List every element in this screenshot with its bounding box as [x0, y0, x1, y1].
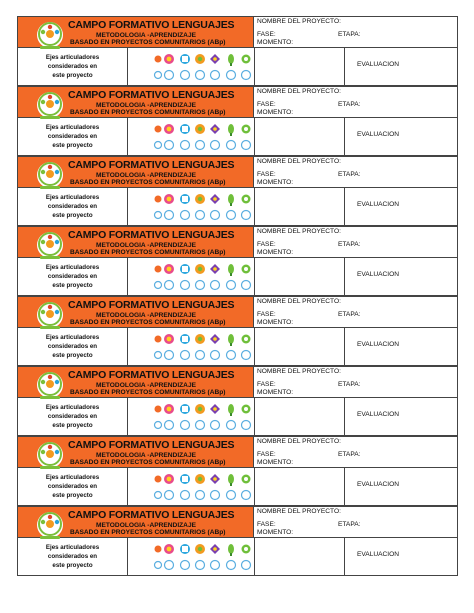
artes-icon	[155, 126, 162, 149]
inclusion-icon	[164, 124, 174, 150]
evaluacion-blank-cell	[255, 118, 345, 155]
evaluacion-blank-cell	[255, 538, 345, 575]
ejes-articuladores-label	[18, 118, 128, 155]
card-body	[17, 118, 458, 156]
planning-card	[17, 296, 458, 366]
ejes-line-2: considerados en	[47, 133, 98, 140]
igualdad-genero-icon	[210, 474, 220, 500]
ejes-line-1: Ejes articuladores	[45, 404, 100, 411]
etapa-label: ETAPA:	[338, 31, 361, 38]
etapa-label: ETAPA:	[338, 381, 361, 388]
planning-card	[17, 16, 458, 86]
momento-label: MOMENTO:	[257, 249, 294, 256]
abp-subtitle: BASADO EN PROYECTOS COMUNITARIOS (ABp)	[70, 249, 226, 256]
lectura-escritura-icon	[242, 335, 251, 360]
vida-saludable-icon	[227, 334, 236, 360]
evaluacion-blank-cell	[255, 48, 345, 85]
nombre-proyecto-label: NOMBRE DEL PROYECTO:	[257, 158, 341, 165]
ejes-icons	[128, 468, 255, 505]
momento-label: MOMENTO:	[257, 319, 294, 326]
vida-saludable-icon	[227, 474, 236, 500]
fase-label: FASE:	[257, 31, 276, 38]
nombre-proyecto-label: NOMBRE DEL PROYECTO:	[257, 228, 341, 235]
momento-label: MOMENTO:	[257, 179, 294, 186]
pensamiento-critico-icon	[180, 544, 190, 570]
ejes-line-1: Ejes articuladores	[45, 264, 100, 271]
card-body	[17, 538, 458, 576]
lectura-escritura-icon	[242, 405, 251, 430]
project-info	[254, 16, 458, 48]
project-info	[254, 296, 458, 328]
etapa-label: ETAPA:	[338, 171, 361, 178]
ejes-line-1: Ejes articuladores	[45, 194, 100, 201]
igualdad-genero-icon	[210, 544, 220, 570]
ejes-line-3: este proyecto	[52, 562, 93, 569]
pensamiento-critico-icon	[180, 334, 190, 360]
fase-label: FASE:	[257, 521, 276, 528]
card-body	[17, 258, 458, 296]
etapa-label: ETAPA:	[338, 241, 361, 248]
igualdad-genero-icon	[210, 334, 220, 360]
momento-label: MOMENTO:	[257, 389, 294, 396]
igualdad-genero-icon	[210, 54, 220, 80]
ejes-articuladores-label	[18, 538, 128, 575]
lectura-escritura-icon	[242, 475, 251, 500]
lectura-escritura-icon	[242, 125, 251, 150]
ejes-line-1: Ejes articuladores	[45, 54, 100, 61]
vida-saludable-icon	[227, 54, 236, 80]
abp-subtitle: BASADO EN PROYECTOS COMUNITARIOS (ABp)	[70, 529, 226, 536]
metodologia-subtitle: METODOLOGIA -APRENDIZAJE	[96, 452, 197, 459]
etapa-label: ETAPA:	[338, 451, 361, 458]
ejes-line-3: este proyecto	[52, 422, 93, 429]
inclusion-icon	[164, 404, 174, 430]
card-header	[17, 506, 254, 538]
card-header	[17, 436, 254, 468]
nombre-proyecto-label: NOMBRE DEL PROYECTO:	[257, 438, 341, 445]
fase-label: FASE:	[257, 311, 276, 318]
pensamiento-critico-icon	[180, 264, 190, 290]
ejes-line-3: este proyecto	[52, 142, 93, 149]
nombre-proyecto-label: NOMBRE DEL PROYECTO:	[257, 368, 341, 375]
card-body	[17, 468, 458, 506]
inclusion-icon	[164, 544, 174, 570]
vida-saludable-icon	[227, 544, 236, 570]
ejes-line-2: considerados en	[47, 63, 98, 70]
ejes-articuladores-label	[18, 468, 128, 505]
artes-icon	[155, 196, 162, 219]
lectura-escritura-icon	[242, 545, 251, 570]
interculturalidad-icon	[195, 404, 205, 430]
card-body	[17, 398, 458, 436]
ejes-line-3: este proyecto	[52, 352, 93, 359]
lectura-escritura-icon	[242, 55, 251, 80]
ejes-line-3: este proyecto	[52, 72, 93, 79]
ejes-icons	[128, 48, 255, 85]
ejes-articuladores-label	[18, 258, 128, 295]
card-header	[17, 366, 254, 398]
pensamiento-critico-icon	[180, 54, 190, 80]
ejes-line-2: considerados en	[47, 273, 98, 280]
pensamiento-critico-icon	[180, 474, 190, 500]
evaluacion-label: EVALUACION	[357, 411, 400, 418]
ejes-line-1: Ejes articuladores	[45, 334, 100, 341]
card-body	[17, 188, 458, 226]
abp-subtitle: BASADO EN PROYECTOS COMUNITARIOS (ABp)	[70, 389, 226, 396]
ejes-line-2: considerados en	[47, 343, 98, 350]
metodologia-subtitle: METODOLOGIA -APRENDIZAJE	[96, 242, 197, 249]
nombre-proyecto-label: NOMBRE DEL PROYECTO:	[257, 88, 341, 95]
inclusion-icon	[164, 334, 174, 360]
card-header	[17, 296, 254, 328]
project-info	[254, 436, 458, 468]
campo-formativo-title: CAMPO FORMATIVO LENGUAJES	[68, 89, 235, 101]
etapa-label: ETAPA:	[338, 311, 361, 318]
evaluacion-label: EVALUACION	[357, 131, 400, 138]
interculturalidad-icon	[195, 264, 205, 290]
inclusion-icon	[164, 54, 174, 80]
ejes-line-1: Ejes articuladores	[45, 124, 100, 131]
ejes-line-3: este proyecto	[52, 212, 93, 219]
interculturalidad-icon	[195, 194, 205, 220]
etapa-label: ETAPA:	[338, 521, 361, 528]
igualdad-genero-icon	[210, 124, 220, 150]
ejes-line-2: considerados en	[47, 413, 98, 420]
evaluacion-blank-cell	[255, 328, 345, 365]
card-header	[17, 86, 254, 118]
artes-icon	[155, 336, 162, 359]
campo-formativo-title: CAMPO FORMATIVO LENGUAJES	[68, 229, 235, 241]
igualdad-genero-icon	[210, 264, 220, 290]
interculturalidad-icon	[195, 474, 205, 500]
pensamiento-critico-icon	[180, 404, 190, 430]
planning-card	[17, 366, 458, 436]
ejes-line-3: este proyecto	[52, 282, 93, 289]
evaluacion-label: EVALUACION	[357, 481, 400, 488]
evaluacion-label: EVALUACION	[357, 341, 400, 348]
campo-formativo-title: CAMPO FORMATIVO LENGUAJES	[68, 439, 235, 451]
project-info	[254, 156, 458, 188]
vida-saludable-icon	[227, 124, 236, 150]
lectura-escritura-icon	[242, 265, 251, 290]
momento-label: MOMENTO:	[257, 529, 294, 536]
metodologia-subtitle: METODOLOGIA -APRENDIZAJE	[96, 312, 197, 319]
project-info	[254, 506, 458, 538]
evaluacion-label: EVALUACION	[357, 551, 400, 558]
ejes-line-1: Ejes articuladores	[45, 544, 100, 551]
inclusion-icon	[164, 264, 174, 290]
nombre-proyecto-label: NOMBRE DEL PROYECTO:	[257, 508, 341, 515]
evaluacion-blank-cell	[255, 188, 345, 225]
pensamiento-critico-icon	[180, 194, 190, 220]
artes-icon	[155, 546, 162, 569]
abp-subtitle: BASADO EN PROYECTOS COMUNITARIOS (ABp)	[70, 319, 226, 326]
vida-saludable-icon	[227, 264, 236, 290]
fase-label: FASE:	[257, 241, 276, 248]
vida-saludable-icon	[227, 404, 236, 430]
ejes-line-1: Ejes articuladores	[45, 474, 100, 481]
interculturalidad-icon	[195, 334, 205, 360]
ejes-articuladores-label	[18, 188, 128, 225]
pensamiento-critico-icon	[180, 124, 190, 150]
planning-sheet	[17, 16, 458, 576]
inclusion-icon	[164, 474, 174, 500]
card-body	[17, 328, 458, 366]
fase-label: FASE:	[257, 171, 276, 178]
ejes-icons	[128, 398, 255, 435]
momento-label: MOMENTO:	[257, 109, 294, 116]
planning-card	[17, 506, 458, 576]
ejes-articuladores-label	[18, 48, 128, 85]
card-header	[17, 226, 254, 258]
planning-card	[17, 226, 458, 296]
fase-label: FASE:	[257, 381, 276, 388]
planning-card	[17, 156, 458, 226]
ejes-icons	[128, 188, 255, 225]
evaluacion-label: EVALUACION	[357, 61, 400, 68]
vida-saludable-icon	[227, 194, 236, 220]
igualdad-genero-icon	[210, 404, 220, 430]
project-info	[254, 226, 458, 258]
interculturalidad-icon	[195, 124, 205, 150]
abp-subtitle: BASADO EN PROYECTOS COMUNITARIOS (ABp)	[70, 459, 226, 466]
card-body	[17, 48, 458, 86]
project-info	[254, 366, 458, 398]
campo-formativo-title: CAMPO FORMATIVO LENGUAJES	[68, 299, 235, 311]
planning-card	[17, 436, 458, 506]
nombre-proyecto-label: NOMBRE DEL PROYECTO:	[257, 18, 341, 25]
metodologia-subtitle: METODOLOGIA -APRENDIZAJE	[96, 522, 197, 529]
fase-label: FASE:	[257, 451, 276, 458]
ejes-articuladores-label	[18, 328, 128, 365]
campo-formativo-title: CAMPO FORMATIVO LENGUAJES	[68, 509, 235, 521]
artes-icon	[155, 56, 162, 79]
metodologia-subtitle: METODOLOGIA -APRENDIZAJE	[96, 102, 197, 109]
interculturalidad-icon	[195, 544, 205, 570]
inclusion-icon	[164, 194, 174, 220]
campo-formativo-title: CAMPO FORMATIVO LENGUAJES	[68, 19, 235, 31]
abp-subtitle: BASADO EN PROYECTOS COMUNITARIOS (ABp)	[70, 109, 226, 116]
evaluacion-blank-cell	[255, 398, 345, 435]
campo-formativo-title: CAMPO FORMATIVO LENGUAJES	[68, 159, 235, 171]
igualdad-genero-icon	[210, 194, 220, 220]
artes-icon	[155, 476, 162, 499]
ejes-line-3: este proyecto	[52, 492, 93, 499]
artes-icon	[155, 266, 162, 289]
card-header	[17, 16, 254, 48]
fase-label: FASE:	[257, 101, 276, 108]
lectura-escritura-icon	[242, 195, 251, 220]
ejes-icons	[128, 118, 255, 155]
metodologia-subtitle: METODOLOGIA -APRENDIZAJE	[96, 382, 197, 389]
nombre-proyecto-label: NOMBRE DEL PROYECTO:	[257, 298, 341, 305]
artes-icon	[155, 406, 162, 429]
evaluacion-label: EVALUACION	[357, 201, 400, 208]
evaluacion-blank-cell	[255, 258, 345, 295]
abp-subtitle: BASADO EN PROYECTOS COMUNITARIOS (ABp)	[70, 179, 226, 186]
ejes-articuladores-label	[18, 398, 128, 435]
ejes-icons	[128, 328, 255, 365]
momento-label: MOMENTO:	[257, 459, 294, 466]
etapa-label: ETAPA:	[338, 101, 361, 108]
ejes-line-2: considerados en	[47, 553, 98, 560]
ejes-icons	[128, 258, 255, 295]
metodologia-subtitle: METODOLOGIA -APRENDIZAJE	[96, 32, 197, 39]
metodologia-subtitle: METODOLOGIA -APRENDIZAJE	[96, 172, 197, 179]
project-info	[254, 86, 458, 118]
card-header	[17, 156, 254, 188]
ejes-icons	[128, 538, 255, 575]
momento-label: MOMENTO:	[257, 39, 294, 46]
evaluacion-blank-cell	[255, 468, 345, 505]
ejes-line-2: considerados en	[47, 483, 98, 490]
planning-card	[17, 86, 458, 156]
ejes-line-2: considerados en	[47, 203, 98, 210]
abp-subtitle: BASADO EN PROYECTOS COMUNITARIOS (ABp)	[70, 39, 226, 46]
interculturalidad-icon	[195, 54, 205, 80]
campo-formativo-title: CAMPO FORMATIVO LENGUAJES	[68, 369, 235, 381]
evaluacion-label: EVALUACION	[357, 271, 400, 278]
